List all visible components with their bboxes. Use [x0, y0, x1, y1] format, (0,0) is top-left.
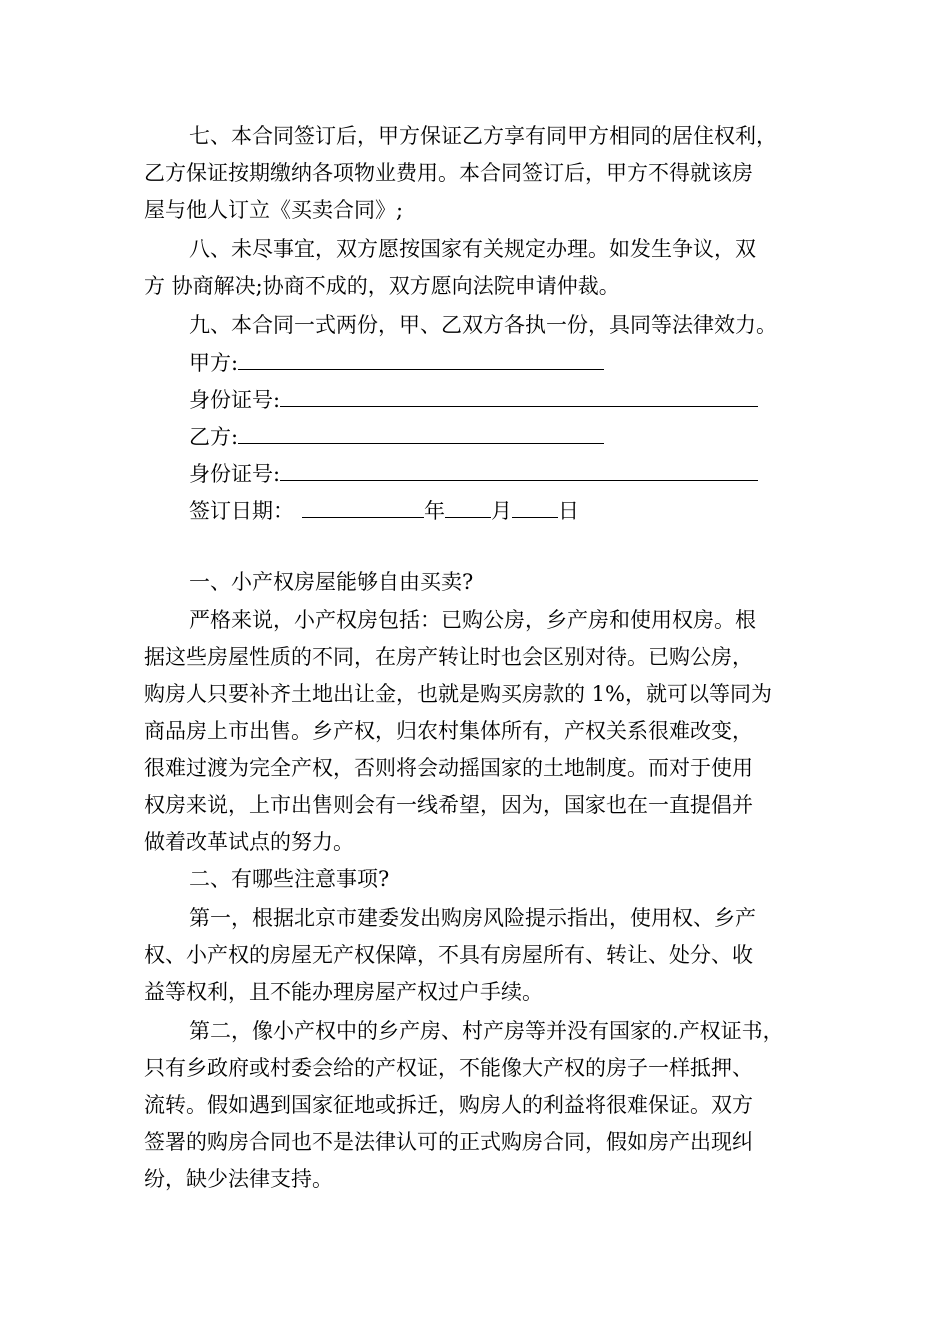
party-a-label: 甲方: — [189, 351, 239, 375]
party-a-blank[interactable] — [238, 343, 604, 370]
faq-q2-point1-text-2: 权、小产权的房屋无产权保障，不具有房屋所有、转让、处分、收 — [144, 943, 753, 967]
clause-7-line — [0, 118, 950, 154]
party-a-id-blank[interactable] — [280, 380, 758, 407]
clause-8-text-1: 八、未尽事宜，双方愿按国家有关规定办理。如发生争议，双 — [189, 237, 756, 261]
party-b-row — [0, 417, 950, 453]
party-b-label: 乙方: — [189, 425, 239, 449]
faq-q1-text-5: 很难过渡为完全产权，否则将会动摇国家的土地制度。而对于使用 — [144, 756, 753, 780]
party-a-row — [0, 343, 950, 379]
faq-q2-point2-line — [0, 1013, 950, 1049]
faq-q2-point1-text-1: 第一，根据北京市建委发出购房风险提示指出，使用权、乡产 — [189, 906, 756, 930]
faq-q1-line — [0, 639, 950, 675]
faq-q2-point1-line — [0, 937, 950, 973]
day-label: 日 — [558, 499, 579, 523]
faq-q2-point2-line — [0, 1124, 950, 1160]
faq-q1-line — [0, 824, 950, 860]
sign-date-label: 签订日期： — [189, 499, 294, 523]
faq-q1-text-6: 权房来说，上市出售则会有一线希望，因为，国家也在一直提倡并 — [144, 793, 753, 817]
clause-8-line — [0, 268, 950, 304]
clause-7-line — [0, 155, 950, 191]
faq-q1-line — [0, 713, 950, 749]
party-b-id-row — [0, 454, 950, 490]
faq-q1-line — [0, 602, 950, 638]
faq-q2-point2-line — [0, 1161, 950, 1197]
clause-8-text-2: 方 协商解决;协商不成的，双方愿向法院申请仲裁。 — [144, 274, 620, 298]
party-a-id-row — [0, 380, 950, 416]
faq-q2-heading-text: 二、有哪些注意事项? — [189, 867, 390, 891]
clause-9-text: 九、本合同一式两份，甲、乙双方各执一份，具同等法律效力。 — [189, 313, 777, 337]
faq-q2-point2-text-3: 流转。假如遇到国家征地或拆迁，购房人的利益将很难保证。双方 — [144, 1093, 753, 1117]
faq-q1-text-1: 严格来说，小产权房包括：已购公房，乡产房和使用权房。根 — [189, 608, 756, 632]
faq-q2-point2-text-5: 纷，缺少法律支持。 — [144, 1167, 333, 1191]
faq-q2-point2-text-1: 第二，像小产权中的乡产房、村产房等并没有国家的.产权证书， — [189, 1019, 784, 1043]
party-a-id-label: 身份证号: — [189, 388, 281, 412]
faq-q2-point1-line — [0, 900, 950, 936]
faq-q1-text-2: 据这些房屋性质的不同，在房产转让时也会区别对待。已购公房， — [144, 645, 753, 669]
clause-7-text-3: 屋与他人订立《买卖合同》; — [144, 198, 404, 222]
sign-year-blank[interactable] — [302, 491, 424, 518]
clause-7-line — [0, 192, 950, 228]
party-b-id-blank[interactable] — [280, 454, 758, 481]
faq-q2-point2-text-4: 签署的购房合同也不是法律认可的正式购房合同，假如房产出现纠 — [144, 1130, 753, 1154]
party-b-id-label: 身份证号: — [189, 462, 281, 486]
faq-q2-point2-line — [0, 1050, 950, 1086]
party-b-blank[interactable] — [238, 417, 604, 444]
sign-month-blank[interactable] — [445, 491, 491, 518]
faq-q2-point2-line — [0, 1087, 950, 1123]
sign-day-blank[interactable] — [512, 491, 558, 518]
faq-q1-line — [0, 750, 950, 786]
faq-q1-line — [0, 676, 950, 712]
faq-q2-point1-line — [0, 974, 950, 1010]
clause-9-line — [0, 307, 950, 343]
year-label: 年 — [424, 499, 445, 523]
faq-q1-text-3: 购房人只要补齐土地出让金，也就是购买房款的 1%，就可以等同为 — [144, 682, 772, 706]
faq-q1-heading — [0, 564, 950, 600]
faq-q1-text-7: 做着改革试点的努力。 — [144, 830, 354, 854]
month-label: 月 — [491, 499, 512, 523]
faq-q2-heading — [0, 861, 950, 897]
sign-date-row — [0, 491, 950, 527]
faq-q2-point2-text-2: 只有乡政府或村委会给的产权证，不能像大产权的房子一样抵押、 — [144, 1056, 753, 1080]
clause-7-text-1: 七、本合同签订后，甲方保证乙方享有同甲方相同的居住权利， — [189, 124, 777, 148]
faq-q1-text-4: 商品房上市出售。乡产权，归农村集体所有，产权关系很难改变， — [144, 719, 753, 743]
clause-7-text-2: 乙方保证按期缴纳各项物业费用。本合同签订后，甲方不得就该房 — [144, 161, 753, 185]
faq-q2-point1-text-3: 益等权利，且不能办理房屋产权过户手续。 — [144, 980, 543, 1004]
faq-q1-line — [0, 787, 950, 823]
clause-8-line — [0, 231, 950, 267]
faq-q1-heading-text: 一、小产权房屋能够自由买卖? — [189, 570, 474, 594]
